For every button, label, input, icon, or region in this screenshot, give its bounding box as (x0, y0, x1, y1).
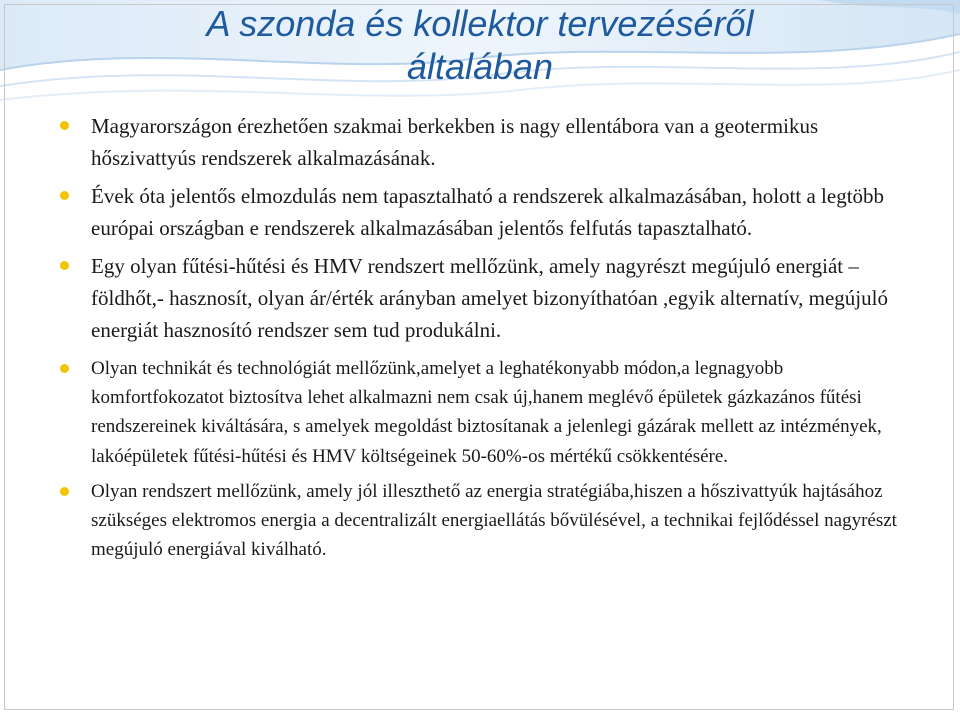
bullet-item (60, 250, 910, 346)
bullet-item (60, 354, 910, 471)
bullet-dot-icon (60, 191, 69, 200)
bullet-text: Évek óta jelentős elmozdulás nem tapasztalható a rendszerek alkalmazásában, holott a legtöbb európai országban e rendszerek alkalmazásában jelentős felfutás tapasztalható. (91, 184, 885, 240)
bullet-item (60, 110, 910, 174)
slide-title-line2: általában (406, 46, 554, 87)
slide-title (0, 2, 960, 88)
bullet-item (60, 180, 910, 244)
bullet-dot-icon (60, 364, 69, 373)
bullet-dot-icon (60, 487, 69, 496)
bullet-text: Magyarországon érezhetően szakmai berkekben is nagy ellentábora van a geotermikus hőszivattyús rendszerek alkalmazásának. (91, 114, 819, 170)
bullet-text: Olyan technikát és technológiát mellőzünk,amelyet a leghatékonyabb módon,a legnagyobb komfortfokozatot biztosítva lehet alkalmazni nem csak új,hanem meglévő épületek gázkazános fűtési rendszereinek kiváltására, s amelyek megoldást biztosítanak a jelenlegi gázárak mellett az intézmények, lakóépületek fűtési-hűtési és HMV költségeinek 50-60%-os mértékű csökkentésére. (91, 358, 882, 467)
bullet-dot-icon (60, 121, 69, 130)
slide-title-line1: A szonda és kollektor tervezéséről (206, 3, 754, 44)
bullet-list (60, 110, 910, 564)
bullet-text: Olyan rendszert mellőzünk, amely jól illeszthető az energia stratégiába,hiszen a hőszivattyúk hajtásához szükséges elektromos energia a decentralizált energiaellátás bővülésével, a technikai fejlődéssel nagyrészt megújuló energiával kiválható. (91, 480, 897, 561)
bullet-text: Egy olyan fűtési-hűtési és HMV rendszert mellőzünk, amely nagyrészt megújuló energiát – földhőt,- hasznosít, olyan ár/érték arányban amelyet bizonyíthatóan ,egyik alternatív, megújuló energiát hasznosító rendszer sem tud produkálni. (91, 254, 888, 342)
bullet-item (60, 477, 910, 565)
bullet-dot-icon (60, 261, 69, 270)
